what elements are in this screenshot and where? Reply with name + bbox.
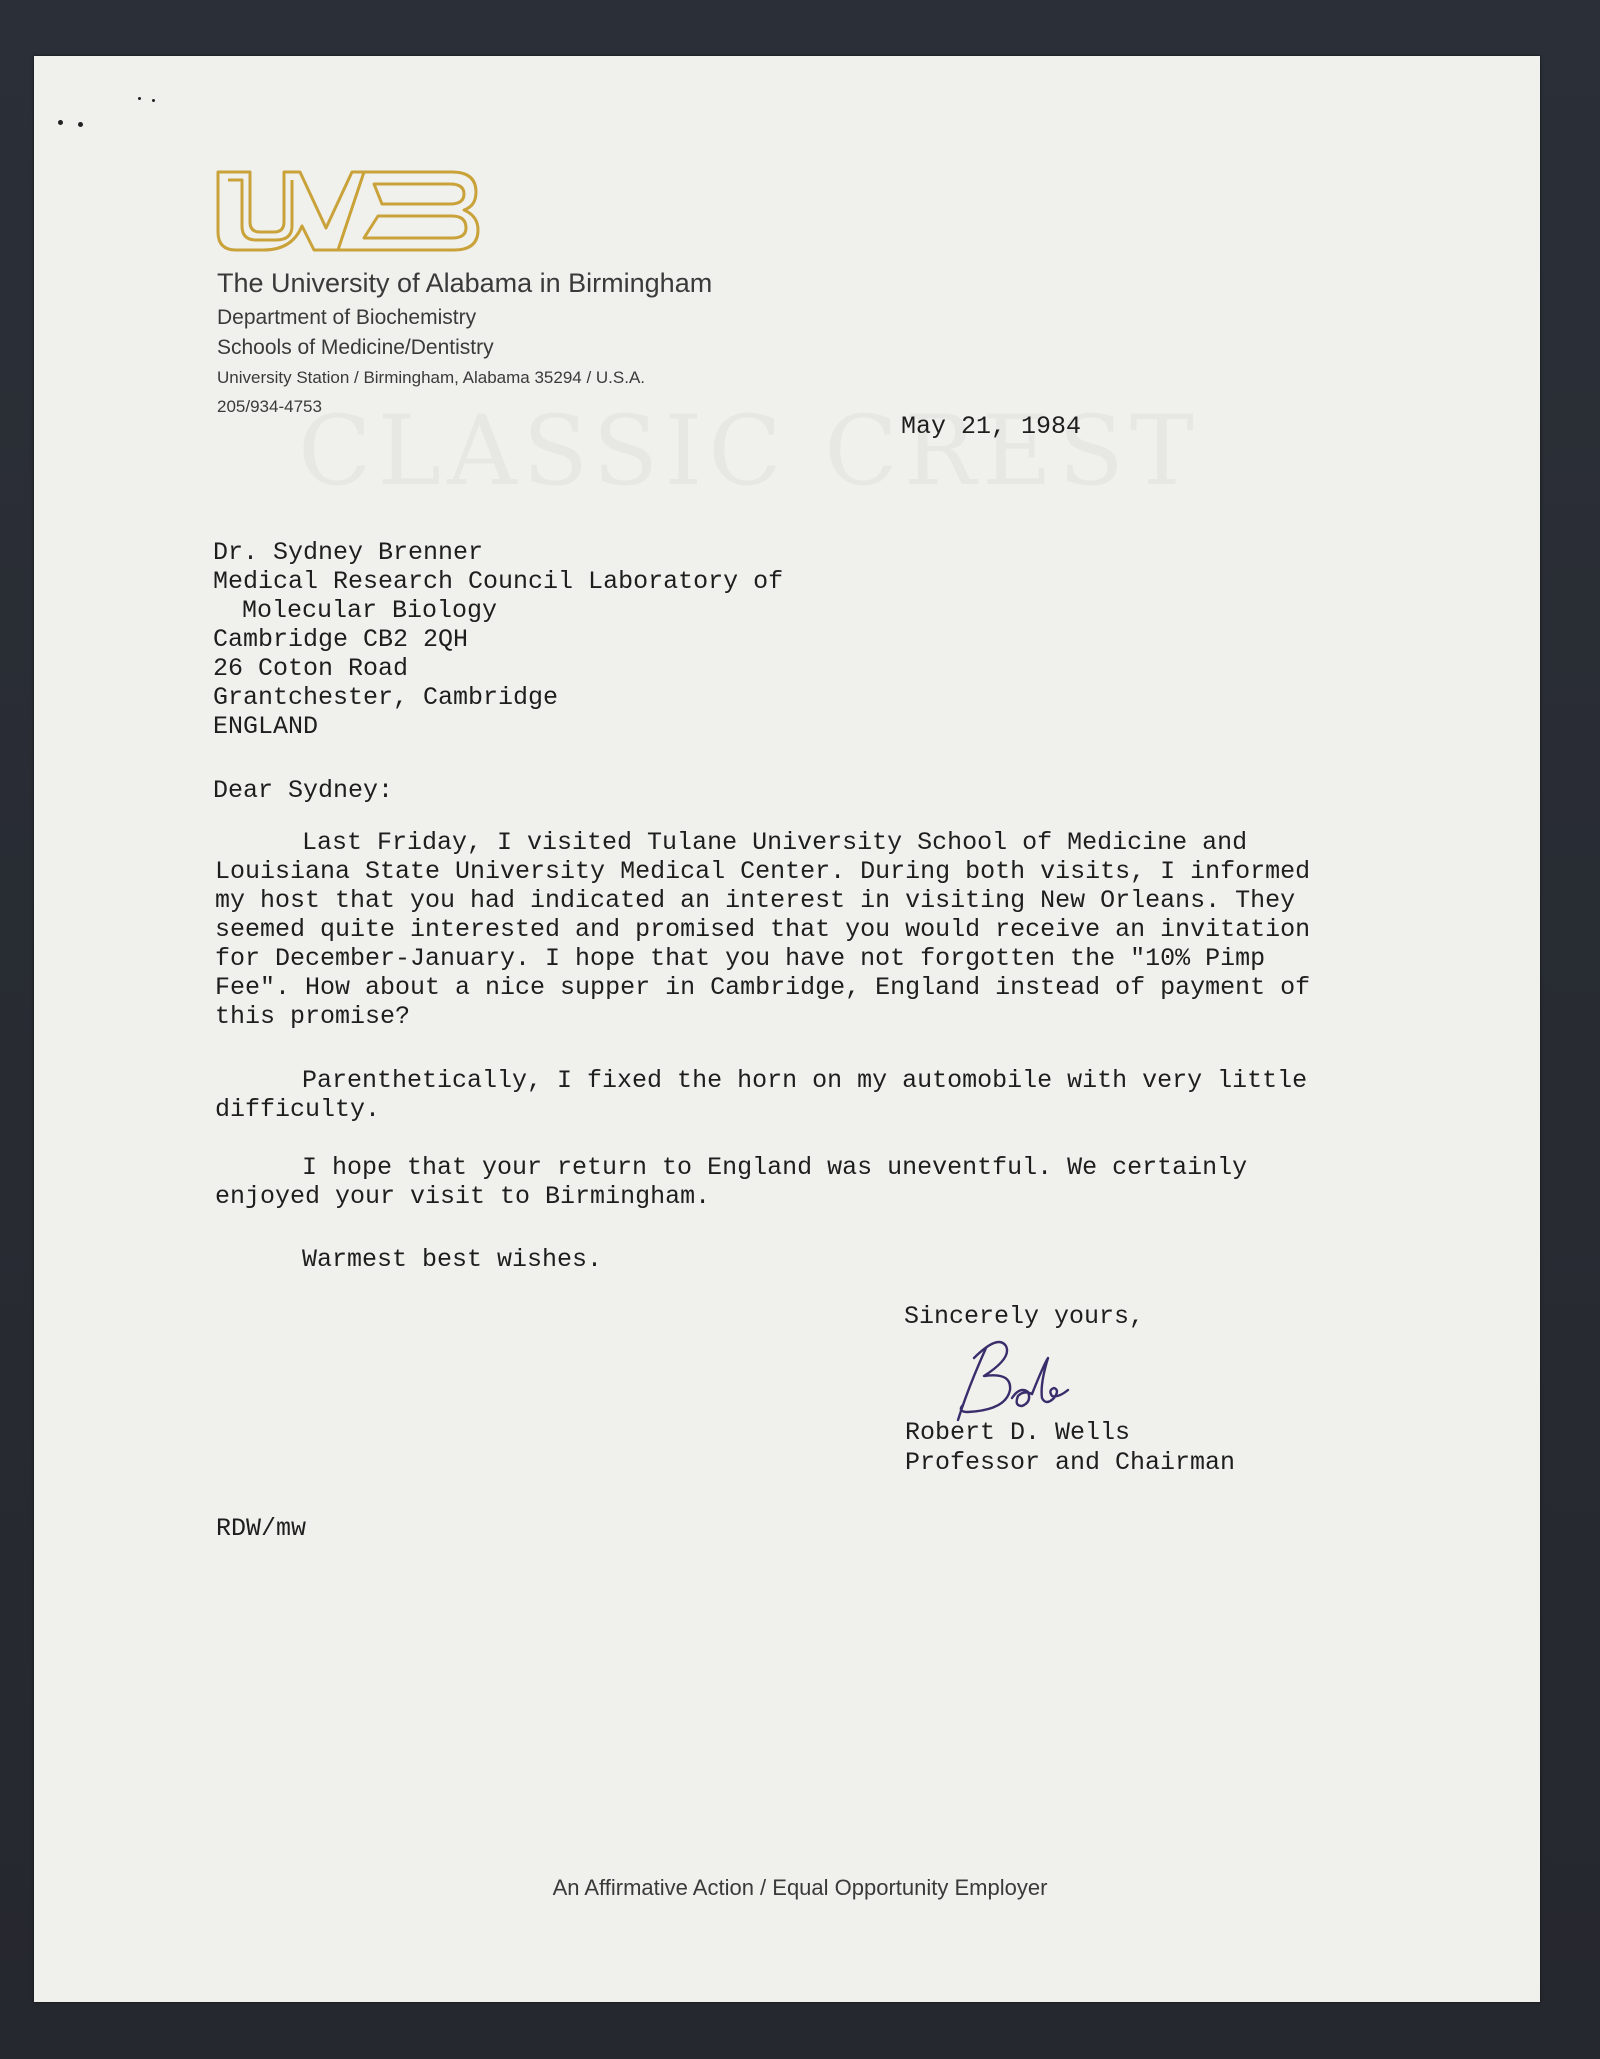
punch-mark: [58, 120, 63, 125]
paragraph-line: my host that you had indicated an interest in visiting New Orleans. They: [215, 886, 1296, 915]
body-paragraph-1: [215, 828, 1315, 1031]
typist-initials: RDW/mw: [216, 1514, 307, 1543]
paragraph-line: Parenthetically, I fixed the horn on my automobile with very little: [302, 1066, 1308, 1095]
body-paragraph-2: [215, 1066, 1315, 1124]
paragraph-line: seemed quite interested and promised that you would receive an invitation: [215, 915, 1311, 944]
university-name: The University of Alabama in Birmingham: [217, 268, 713, 298]
recipient-address: [213, 538, 783, 741]
paragraph-line: for December-January. I hope that you have not forgotten the "10% Pimp: [215, 944, 1266, 973]
recipient-line: ENGLAND: [213, 712, 319, 741]
letter-date: May 21, 1984: [901, 412, 1082, 441]
body-paragraph-3: [215, 1153, 1315, 1211]
paragraph-line: Fee". How about a nice supper in Cambridge, England instead of payment of: [215, 973, 1311, 1002]
closing: Sincerely yours,: [904, 1302, 1145, 1331]
paragraph-line: difficulty.: [215, 1095, 381, 1124]
punch-mark: [152, 99, 155, 102]
letterhead-phone: 205/934-4753: [217, 397, 322, 416]
letterhead-address: University Station / Birmingham, Alabama 35294 / U.S.A.: [217, 368, 646, 387]
footer-statement: An Affirmative Action / Equal Opportunity Employer: [552, 1875, 1048, 1900]
recipient-line: Molecular Biology: [242, 596, 498, 625]
punch-mark: [78, 122, 83, 127]
signer-title: Professor and Chairman: [905, 1448, 1236, 1477]
recipient-line: Grantchester, Cambridge: [213, 683, 559, 712]
paragraph-line: Louisiana State University Medical Center. During both visits, I informed: [215, 857, 1311, 886]
recipient-line: Medical Research Council Laboratory of: [213, 567, 784, 596]
salutation: Dear Sydney:: [213, 776, 394, 805]
recipient-line: Cambridge CB2 2QH: [213, 625, 469, 654]
paragraph-line: Last Friday, I visited Tulane University School of Medicine and: [302, 828, 1248, 857]
paragraph-line: enjoyed your visit to Birmingham.: [215, 1182, 711, 1211]
uab-logo: [214, 166, 482, 258]
handwritten-signature: [928, 1328, 1078, 1428]
recipient-line: 26 Coton Road: [213, 654, 409, 683]
paragraph-line: this promise?: [215, 1002, 411, 1031]
schools-name: Schools of Medicine/Dentistry: [217, 336, 494, 359]
signer-name: Robert D. Wells: [905, 1418, 1131, 1447]
paragraph-line: I hope that your return to England was uneventful. We certainly: [302, 1153, 1248, 1182]
body-paragraph-4: Warmest best wishes.: [302, 1245, 603, 1274]
recipient-line: Dr. Sydney Brenner: [213, 538, 484, 567]
department-name: Department of Biochemistry: [217, 306, 477, 329]
punch-mark: [138, 97, 141, 100]
